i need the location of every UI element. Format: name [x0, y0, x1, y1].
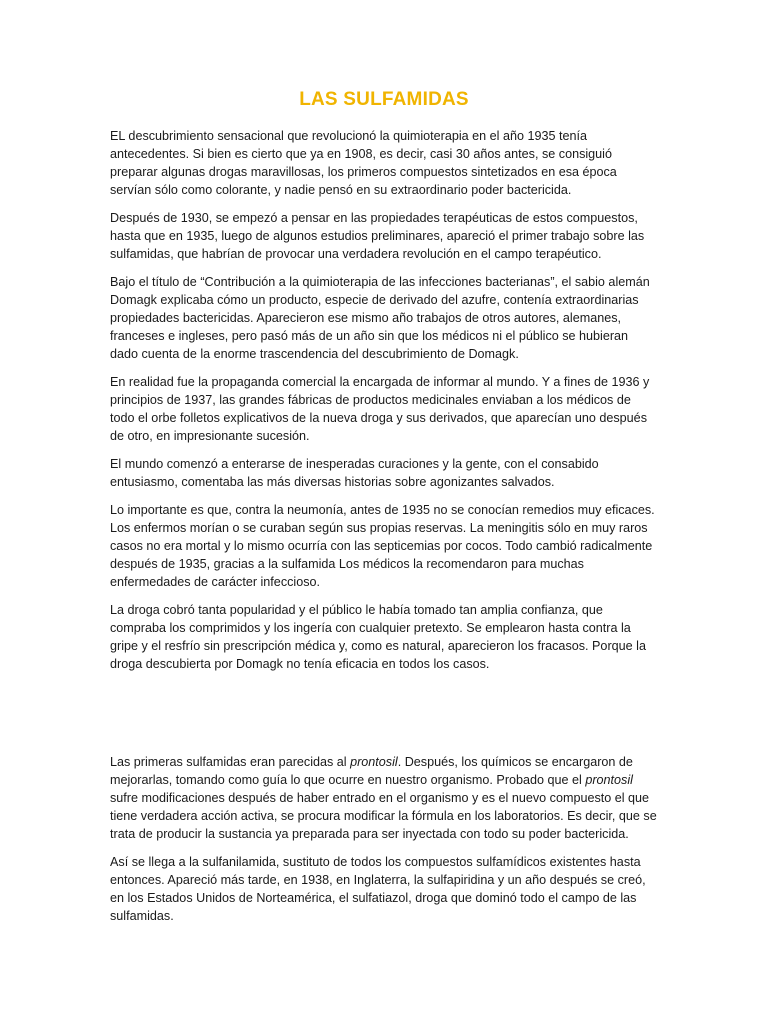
paragraph-6: Lo importante es que, contra la neumonía, antes de 1935 no se conocían remedios muy eficaces. Los enfermos morían o se curaban según sus propias reservas. La meningitis sólo en muy raros casos no era mortal y lo mismo ocurría con las septicemias por cocos. Todo cambió radicalmente después de 1935, gracias a la sulfamida Los médicos la recomendaron para muchas enfermedades de carácter infeccioso.	[110, 503, 655, 589]
paragraph-5: El mundo comenzó a enterarse de inesperadas curaciones y la gente, con el consabido entusiasmo, comentaba las más diversas historias sobre agonizantes salvados.	[110, 457, 599, 489]
paragraph-8-text-3: sufre modificaciones después de haber entrado en el organismo y es el nuevo compuesto el que tiene verdadera acción activa, se procura modificar la fórmula en los laboratorios. Es decir, que se trata de producir la sustancia ya preparada para ser inyectada con todo su poder bactericida.	[110, 791, 657, 841]
paragraph-8	[110, 753, 658, 843]
paragraph-7: La droga cobró tanta popularidad y el público le había tomado tan amplia confianza, que compraba los comprimidos y los ingería con cualquier pretexto. Se emplearon hasta contra la gripe y el resfrío sin prescripción médica y, como es natural, aparecieron los fracasos. Porque la droga descubierta por Domagk no tenía eficacia en todos los casos.	[110, 603, 646, 671]
paragraph-3: Bajo el título de “Contribución a la quimioterapia de las infecciones bacterianas”, el sabio alemán Domagk explicaba cómo un producto, especie de derivado del azufre, contenía extraordinarias propiedades bactericidas. Aparecieron ese mismo año trabajos de otros autores, alemanes, franceses e ingleses, pero pasó más de un año sin que los médicos ni el público se hubieran dado cuenta de la enorme trascendencia del descubrimiento de Domagk.	[110, 275, 650, 361]
paragraph-8-text-2: . Después, los químicos se encargaron de mejorarlas, tomando como guía lo que ocurre en nuestro organismo. Probado que el	[110, 755, 633, 787]
paragraph-8-text-1: Las primeras sulfamidas eran parecidas al	[110, 755, 351, 769]
document-page	[110, 86, 658, 935]
paragraph-8-italic-1: prontosil	[350, 755, 398, 769]
document-title: LAS SULFAMIDAS	[299, 89, 469, 110]
blank-space	[110, 683, 658, 753]
paragraph-9: Así se llega a la sulfanilamida, sustituto de todos los compuestos sulfamídicos existentes hasta entonces. Apareció más tarde, en 1938, en Inglaterra, la sulfapiridina y un año después se creó, en los Estados Unidos de Norteamérica, el sulfatiazol, droga que dominó todo el campo de las sulfamidas.	[110, 855, 646, 923]
paragraph-1: EL descubrimiento sensacional que revolucionó la quimioterapia en el año 1935 tenía antecedentes. Si bien es cierto que ya en 1908, es decir, casi 30 años antes, se consiguió preparar algunas drogas maravillosas, los primeros compuestos sintetizados en esa época servían sólo como colorante, y nadie pensó en su extraordinario poder bactericida.	[110, 129, 617, 197]
paragraph-2: Después de 1930, se empezó a pensar en las propiedades terapéuticas de estos compuestos, hasta que en 1935, luego de algunos estudios preliminares, apareció el primer trabajo sobre las sulfamidas, que habrían de provocar una verdadera revolución en el campo terapéutico.	[110, 211, 645, 261]
paragraph-8-italic-2: prontosil	[585, 773, 633, 787]
paragraph-4: En realidad fue la propaganda comercial la encargada de informar al mundo. Y a fines de 1936 y principios de 1937, las grandes fábricas de productos medicinales enviaban a los médicos de todo el orbe folletos explicativos de la nueva droga y sus derivados, que aparecían uno después de otro, en impresionante sucesión.	[110, 375, 650, 443]
